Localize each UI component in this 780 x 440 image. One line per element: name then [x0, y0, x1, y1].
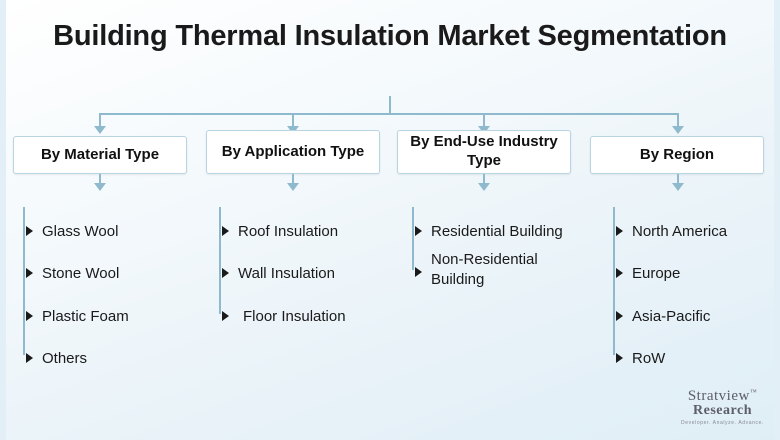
stem-arrow-enduse [478, 183, 490, 191]
right-edge-band [774, 0, 780, 440]
trunk-horizontal-line [100, 113, 679, 115]
brand-name-text: Stratview [687, 388, 750, 404]
list-item[interactable]: Residential Building [431, 223, 563, 240]
bullet-arrow-icon [222, 268, 229, 278]
category-box-region[interactable] [590, 136, 764, 174]
list-item[interactable]: Plastic Foam [42, 308, 129, 325]
list-item[interactable]: Floor Insulation [243, 308, 346, 325]
bullet-arrow-icon [616, 226, 623, 236]
stem-arrow-region [672, 183, 684, 191]
spine-line-enduse [412, 207, 414, 270]
bullet-arrow-icon [616, 268, 623, 278]
list-item[interactable]: Asia-Pacific [632, 308, 711, 325]
branch-line-region [677, 113, 679, 127]
list-item[interactable]: Wall Insulation [238, 265, 335, 282]
branch-line-application [292, 113, 294, 127]
spine-line-material [23, 207, 25, 355]
branch-line-material [99, 113, 101, 127]
category-box-material-type[interactable] [13, 136, 187, 174]
spine-line-region [613, 207, 615, 355]
trunk-vertical-line [389, 96, 391, 114]
branch-arrow-material [94, 126, 106, 134]
logo-watermark [681, 388, 764, 426]
bullet-arrow-icon [415, 267, 422, 277]
bullet-arrow-icon [616, 353, 623, 363]
bullet-arrow-icon [26, 268, 33, 278]
bullet-arrow-icon [26, 353, 33, 363]
spine-line-application [219, 207, 221, 314]
brand-tagline: Developer. Analyze. Advance. [681, 420, 764, 426]
bullet-arrow-icon [222, 311, 229, 321]
list-item[interactable]: Non-Residential Building [431, 251, 538, 288]
category-box-application-type[interactable] [206, 130, 380, 174]
category-label-end-use-industry-type: By End-Use Industry Type [410, 133, 558, 169]
bullet-arrow-icon [415, 226, 422, 236]
list-item[interactable]: Glass Wool [42, 223, 119, 240]
list-item[interactable]: RoW [632, 350, 666, 367]
category-box-end-use-industry-type[interactable] [397, 130, 571, 174]
bullet-arrow-icon [26, 226, 33, 236]
bullet-arrow-icon [222, 226, 229, 236]
list-item[interactable]: Others [42, 350, 88, 367]
stem-arrow-material [94, 183, 106, 191]
left-edge-band [0, 0, 6, 440]
list-item[interactable]: Roof Insulation [238, 223, 339, 240]
category-label-material-type: By Material Type [40, 145, 160, 163]
category-label-region: By Region [639, 145, 715, 163]
page-title: Building Thermal Insulation Market Segmentation [53, 20, 727, 52]
list-item[interactable]: Stone Wool [42, 265, 120, 282]
branch-arrow-region [672, 126, 684, 134]
list-item[interactable]: Europe [632, 265, 681, 282]
trademark-icon: ™ [749, 388, 758, 396]
bullet-arrow-icon [26, 311, 33, 321]
stem-arrow-application [287, 183, 299, 191]
category-label-application-type: By Application Type [221, 142, 365, 160]
brand-subtitle: Research [693, 403, 752, 418]
bullet-arrow-icon [616, 311, 623, 321]
branch-line-enduse [483, 113, 485, 127]
list-item[interactable]: North America [632, 223, 728, 240]
